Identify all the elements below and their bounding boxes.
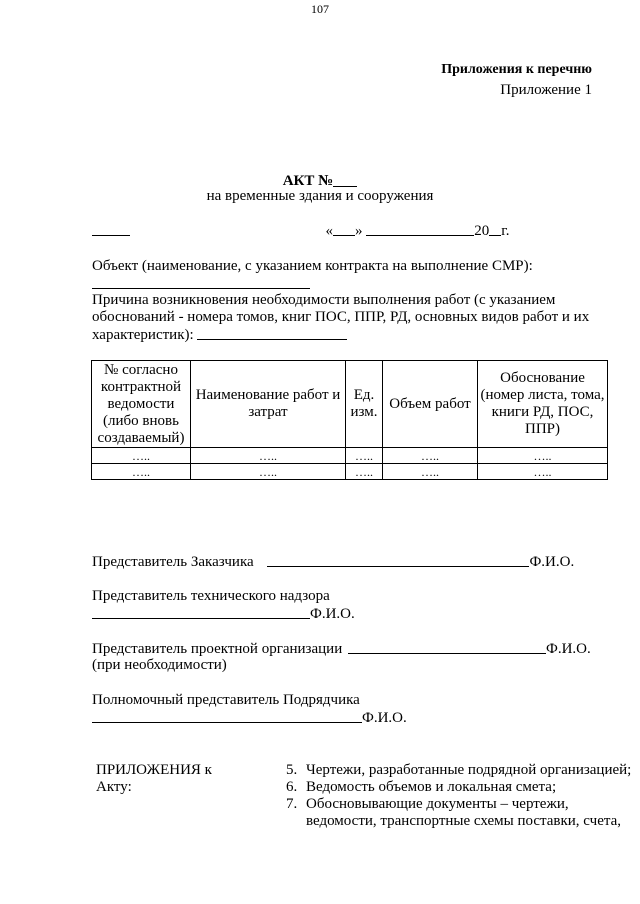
contractor-sign-line	[92, 709, 362, 723]
table-cell: …..	[92, 464, 191, 480]
table-cell: …..	[346, 464, 383, 480]
list-item	[286, 796, 636, 830]
design-org-signature	[92, 640, 591, 658]
design-org-label: Представитель проектной организации	[92, 641, 343, 657]
list-item	[286, 779, 636, 796]
reason-label: Причина возникновения необходимости выполнения работ (с указанием обоснований - номера томов, книг ПОС, ППР, РД, основных видов работ и их характеристик):	[92, 292, 590, 343]
table-cell: …..	[478, 448, 608, 464]
applications-label: ПРИЛОЖЕНИЯ к Акту:	[96, 762, 212, 795]
customer-sign-line	[267, 553, 529, 567]
contractor-signature	[92, 709, 407, 727]
col-header-number: № согласно контрактной ведомости (либо вновь создаваемый)	[92, 361, 191, 448]
item-text: Обосновывающие документы – чертежи, ведомости, транспортные схемы поставки, счета,	[306, 796, 622, 829]
contractor-label: Полномочный представитель Подрядчика	[92, 692, 360, 708]
design-sign-line	[348, 640, 546, 654]
design-org-note: (при необходимости)	[92, 657, 227, 673]
table-cell: …..	[191, 448, 346, 464]
customer-label: Представитель Заказчика	[92, 554, 254, 570]
date-line	[92, 222, 522, 240]
item-number: 6.	[286, 779, 298, 795]
object-label: Объект (наименование, с указанием контракта на выполнение СМР):	[92, 258, 533, 274]
customer-fio: Ф.И.О.	[529, 554, 575, 570]
act-title-text: АКТ №	[282, 173, 334, 189]
item-text: Чертежи, разработанные подрядной организацией;	[306, 762, 632, 778]
tech-supervision-signature	[92, 605, 355, 623]
tech-sign-line	[92, 605, 310, 619]
design-fio: Ф.И.О.	[545, 641, 591, 657]
table-cell: …..	[346, 448, 383, 464]
quote-open: «	[325, 223, 333, 239]
table-cell: …..	[92, 448, 191, 464]
month-blank	[366, 222, 474, 236]
contractor-fio: Ф.И.О.	[362, 710, 407, 726]
page-number: 107	[311, 2, 329, 16]
col-header-volume: Объем работ	[383, 361, 478, 448]
day-blank	[333, 222, 355, 236]
tech-supervision-label: Представитель технического надзора	[92, 588, 330, 604]
year-blank	[489, 222, 501, 236]
col-header-work-name: Наименование работ и затрат	[191, 361, 346, 448]
appendix-list-title: Приложения к перечню	[441, 62, 592, 77]
item-text: Ведомость объемов и локальная смета;	[306, 779, 557, 795]
place-blank	[92, 222, 130, 236]
year-suffix: г.	[501, 223, 510, 239]
reason-blank	[197, 326, 347, 340]
table-row	[92, 448, 608, 464]
tech-fio: Ф.И.О.	[310, 606, 355, 622]
table-cell: …..	[383, 448, 478, 464]
table-cell: …..	[478, 464, 608, 480]
year-prefix: 20	[474, 223, 490, 239]
reason-text	[92, 292, 612, 344]
item-number: 7.	[286, 796, 298, 812]
table-cell: …..	[191, 464, 346, 480]
list-item	[286, 762, 636, 779]
works-table	[91, 360, 608, 480]
act-number-blank	[333, 172, 357, 187]
item-number: 5.	[286, 762, 298, 778]
table-row	[92, 464, 608, 480]
appendix-number: Приложение 1	[500, 82, 592, 98]
table-header-row	[92, 361, 608, 448]
table-cell: …..	[383, 464, 478, 480]
act-subtitle: на временные здания и сооружения	[206, 188, 434, 204]
col-header-justification: Обоснование (номер листа, тома, книги РД, ПОС, ППР)	[478, 361, 608, 448]
quote-close: »	[355, 223, 363, 239]
applications-list	[286, 762, 636, 830]
col-header-unit: Ед. изм.	[346, 361, 383, 448]
object-blank-line	[92, 288, 310, 289]
customer-signature	[92, 553, 574, 571]
